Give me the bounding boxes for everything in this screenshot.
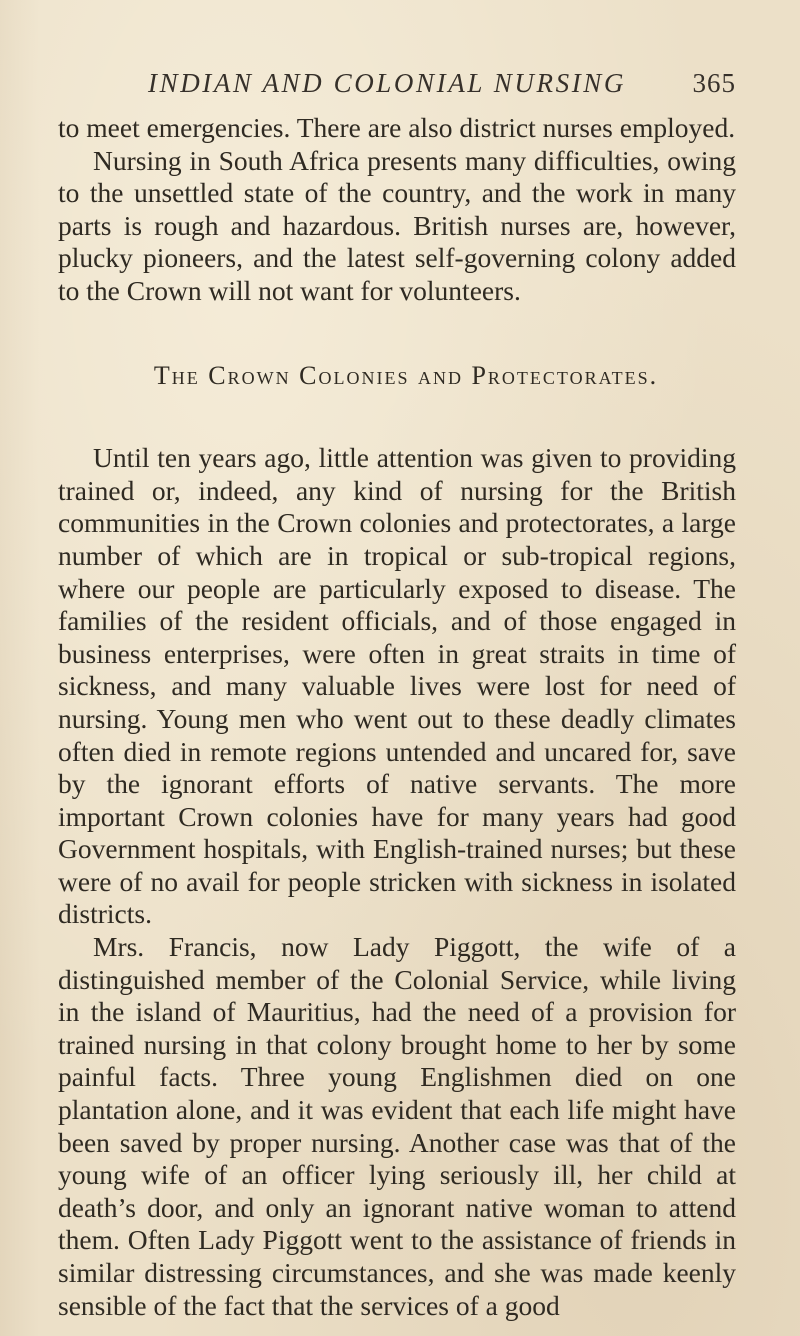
- paragraph-south-africa: Nursing in South Africa presents many difficulties, owing to the unsettled state of the country, and the work in many parts is rough and hazardous. British nurses are, however, plucky pioneers, and the latest self-governing colony added to the Crown will not want for volunteers.: [58, 144, 736, 306]
- running-head: [148, 68, 736, 104]
- paragraph-lady-piggott: Mrs. Francis, now Lady Piggott, the wife of a distinguished member of the Colonial Service, while living in the island of Mauritius, had the need of a provision for trained nursing in that colony brought home to her by some painful facts. Three young Englishmen died on one plantation alone, and it was evident that each life might have been saved by proper nursing. Another case was that of the young wife of an officer lying seriously ill, her child at death’s door, and only an ignorant native woman to attend them. Often Lady Piggott went to the assistance of friends in similar distressing circumstances, and she was made keenly sensible of the fact that the services of a good: [58, 931, 736, 1321]
- section-heading: The Crown Colonies and Protectorates.: [153, 360, 659, 390]
- paragraph-crown-colonies: Until ten years ago, little attention was given to providing trained or, indeed, any kind of nursing for the British communities in the Crown colonies and protectorates, a large number of which are in tropical or sub-tropical regions, where our people are particularly exposed to disease. The families of the resident officials, and of those engaged in business enterprises, were often in great straits in time of sickness, and many valuable lives were lost for need of nursing. Young men who went out to these deadly climates often died in remote regions untended and uncared for, save by the ignorant efforts of native servants. The more important Crown colonies have for many years had good Government hospitals, with English-trained nurses; but these were of no avail for people stricken with sickness in isolated districts.: [58, 442, 736, 930]
- page-number: 365: [692, 68, 736, 98]
- paragraph-continued: to meet emergencies. There are also district nurses employed.: [58, 112, 736, 143]
- running-title: INDIAN AND COLONIAL NURSING: [148, 68, 626, 98]
- body-text: [58, 112, 736, 1322]
